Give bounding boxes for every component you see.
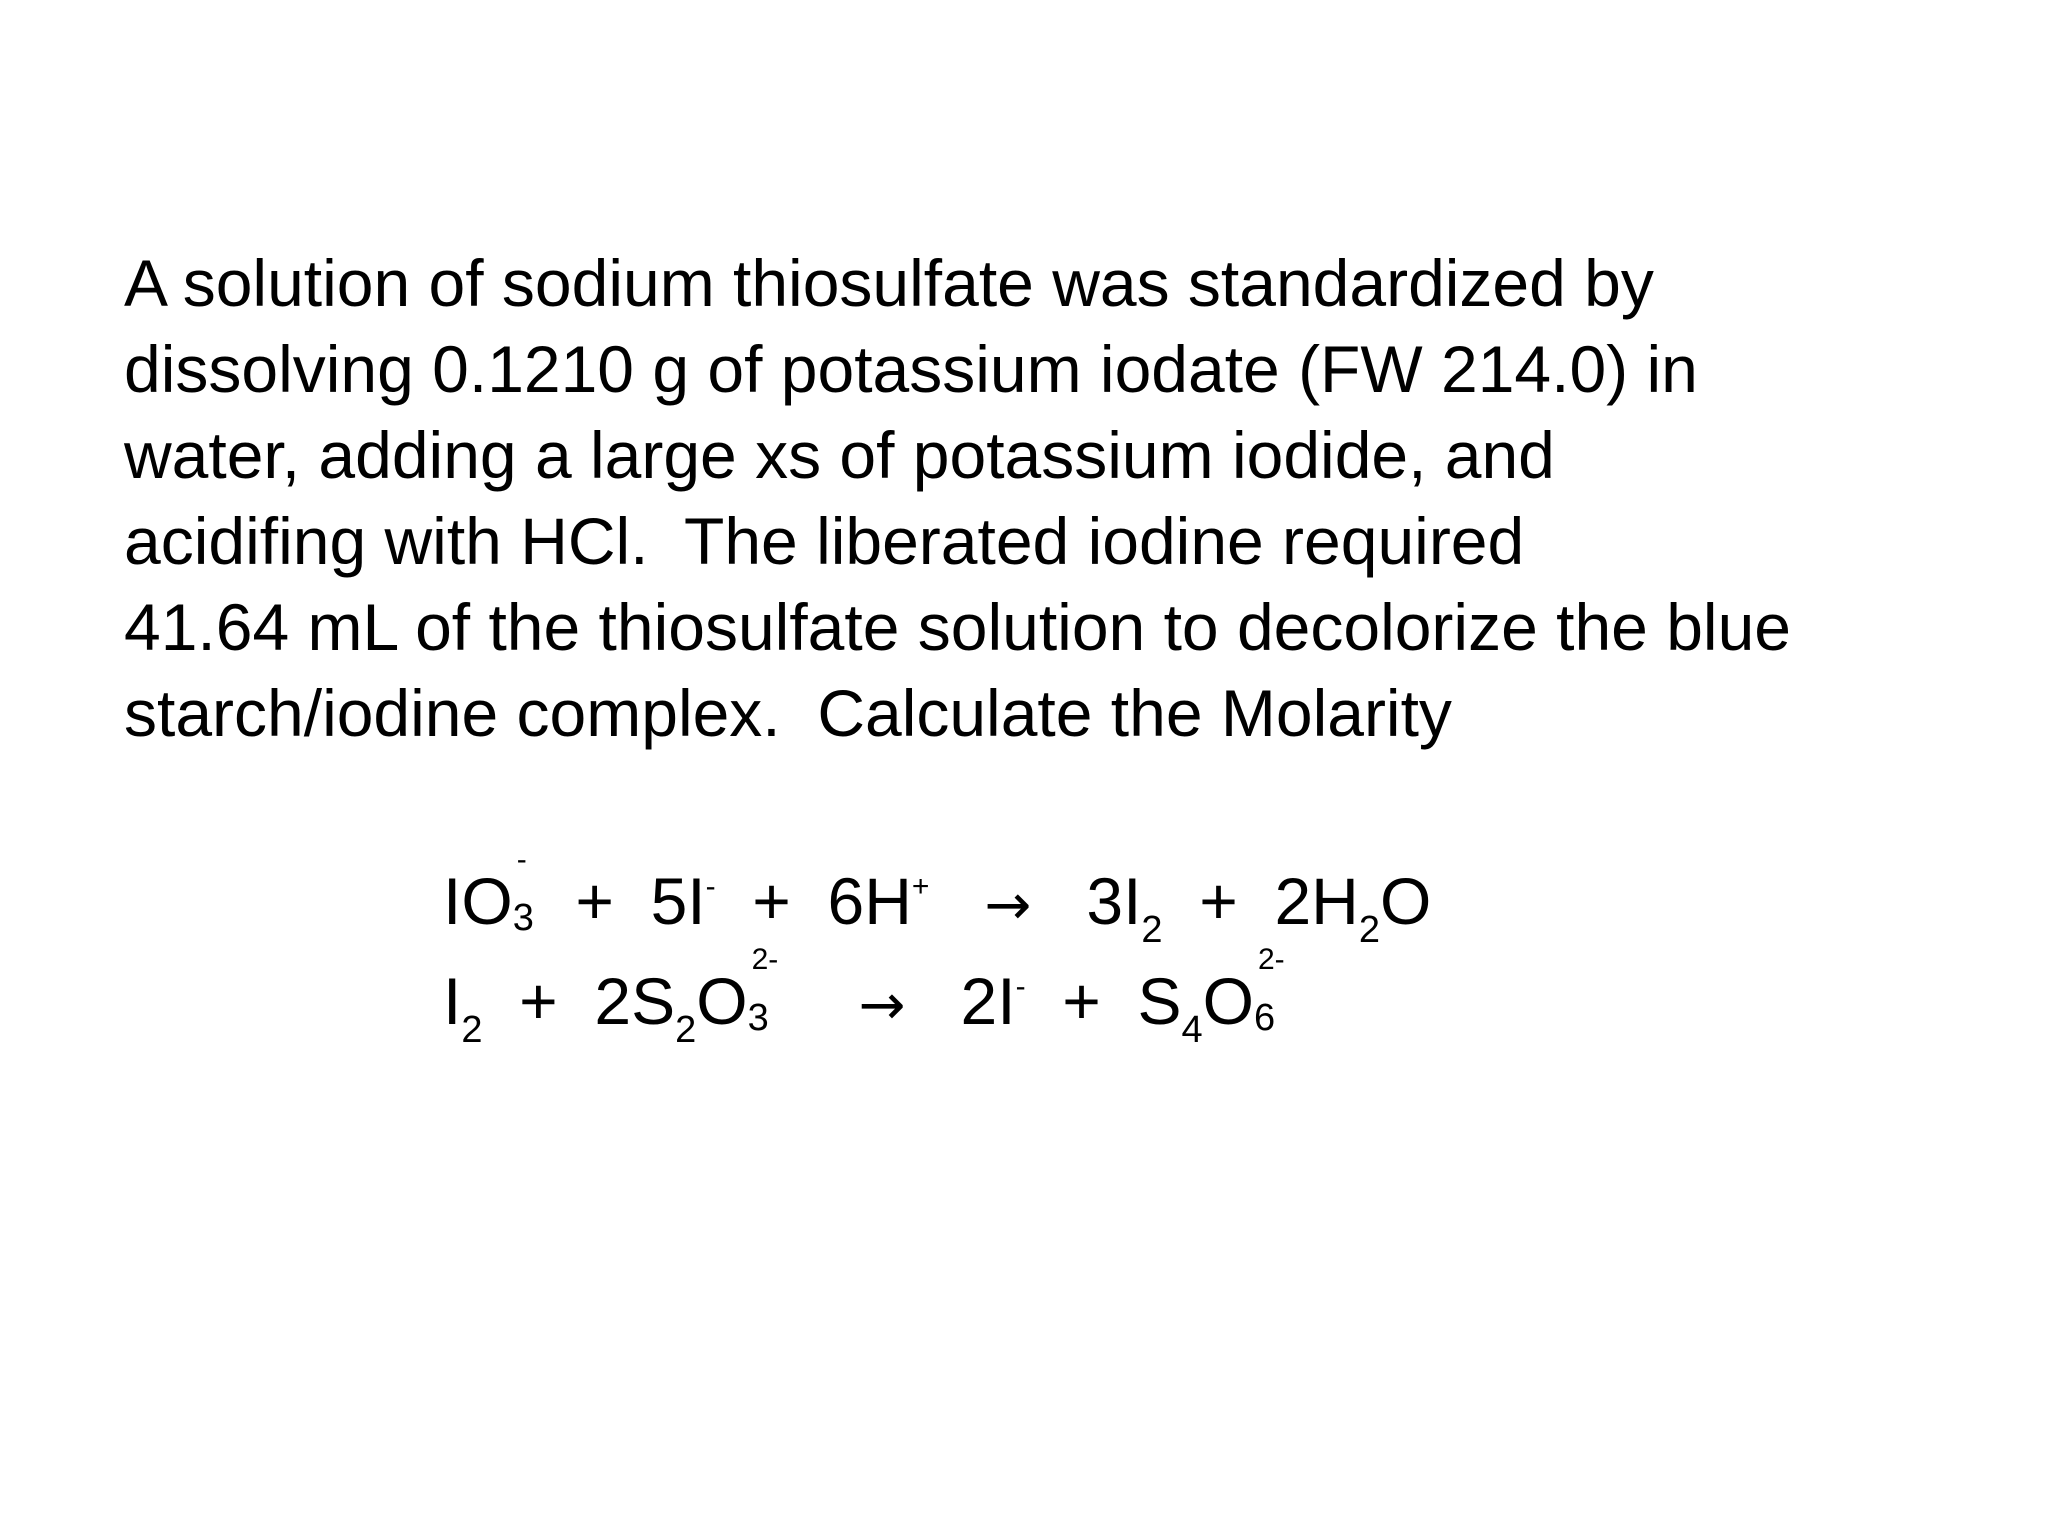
- eq2-tetrathionate-script: [1254, 943, 1310, 1039]
- eq1-reaction-arrow-icon: →: [984, 873, 1032, 938]
- eq1-superscript-3: +: [911, 870, 930, 903]
- eq2-subscript-1: 2: [461, 1009, 483, 1051]
- reaction-equations: [443, 843, 1643, 1058]
- equation-iodate-iodide: [443, 843, 1643, 958]
- eq1-term-6: O: [1379, 864, 1432, 938]
- eq2-term-4: 2I: [960, 964, 1016, 1038]
- problem-line-5: 41.64 mL of the thiosulfate solution to decolorize the blue: [124, 590, 1791, 664]
- eq1-subscript-5: 2: [1358, 909, 1380, 951]
- eq1-superscript-1: -: [516, 843, 527, 876]
- eq1-term-3: + 6H: [715, 864, 912, 938]
- eq2-subscript-5: 4: [1181, 1009, 1203, 1051]
- problem-line-3: water, adding a large xs of potassium iodide, and: [124, 418, 1555, 492]
- eq2-term-1: I: [443, 964, 462, 1038]
- eq2-thiosulfate-script: [747, 943, 804, 1039]
- eq2-superscript-3: 2-: [751, 943, 779, 976]
- eq2-subscript-3: 3: [747, 997, 769, 1039]
- eq1-term-5: + 2H: [1162, 864, 1359, 938]
- eq2-superscript-4: -: [1015, 970, 1026, 1003]
- eq1-term-1: IO: [443, 864, 513, 938]
- eq1-superscript-2: -: [705, 870, 716, 903]
- problem-line-4: acidifing with HCl. The liberated iodine required: [124, 504, 1525, 578]
- eq2-reaction-arrow-icon: →: [858, 973, 906, 1038]
- eq1-iodate-script: [512, 843, 539, 939]
- eq2-term-6: O: [1202, 964, 1254, 1038]
- eq2-superscript-6: 2-: [1258, 943, 1285, 976]
- eq1-term-2: + 5I: [538, 864, 706, 938]
- eq1-subscript-1: 3: [512, 897, 534, 939]
- problem-line-1: A solution of sodium thiosulfate was standardized by: [124, 246, 1654, 320]
- problem-line-6: starch/iodine complex. Calculate the Molarity: [124, 676, 1452, 750]
- eq1-term-4: 3I: [1086, 864, 1142, 938]
- problem-line-2: dissolving 0.1210 g of potassium iodate (FW 214.0) in: [124, 332, 1698, 406]
- equation-iodine-thiosulfate: [443, 943, 1643, 1058]
- eq2-term-3: O: [696, 964, 748, 1038]
- eq2-subscript-2: 2: [675, 1009, 697, 1051]
- eq2-subscript-6: 6: [1254, 997, 1276, 1039]
- eq1-subscript-4: 2: [1141, 909, 1163, 951]
- problem-statement: [124, 240, 1984, 756]
- eq2-term-2: + 2S: [482, 964, 676, 1038]
- eq2-term-5: + S: [1025, 964, 1182, 1038]
